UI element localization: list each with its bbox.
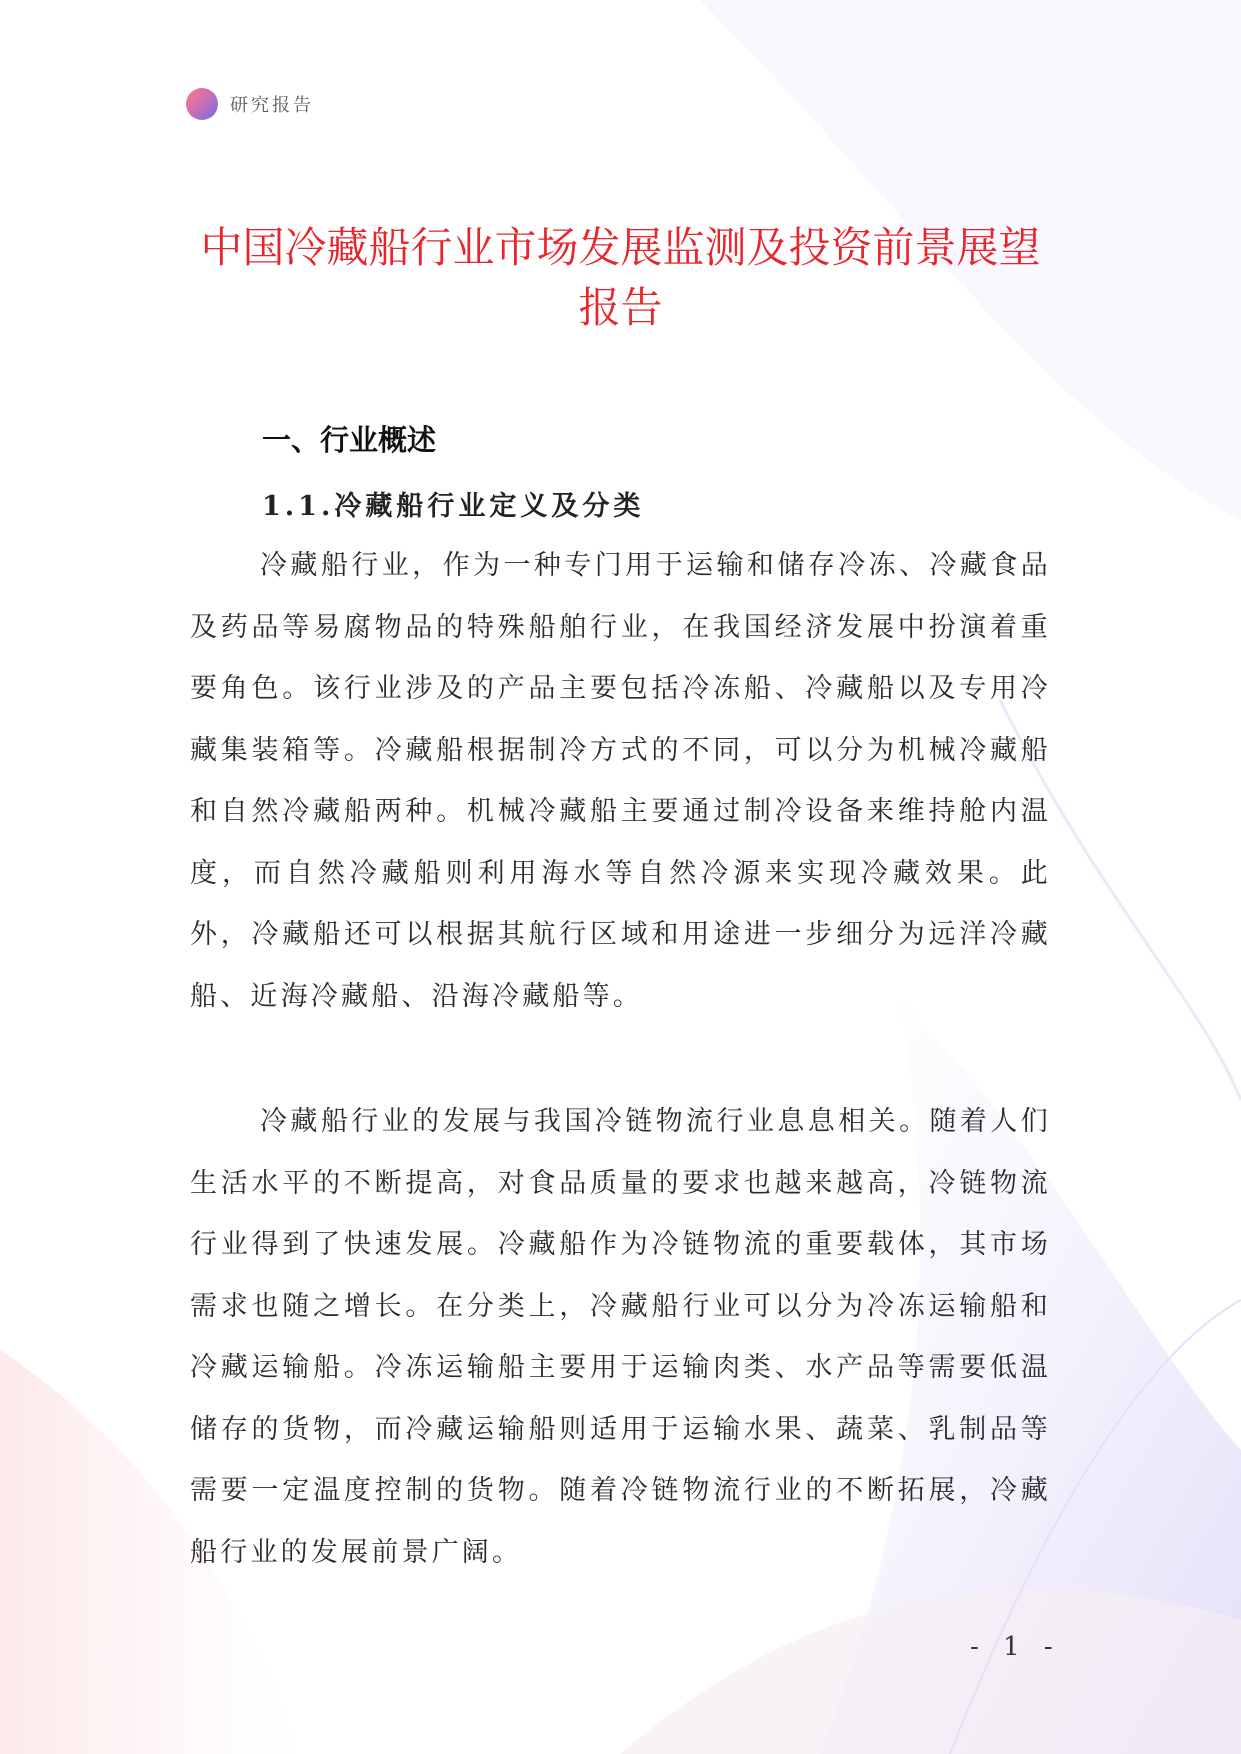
header-label: 研究报告 [230, 95, 314, 116]
page-number: - 1 - [970, 1632, 1061, 1662]
section-heading: 一、行业概述 [262, 423, 437, 457]
subsection-heading: 1.1.冷藏船行业定义及分类 [262, 491, 645, 522]
paragraph-2: 冷藏船行业的发展与我国冷链物流行业息息相关。随着人们生活水平的不断提高，对食品质量的要求也越来越高，冷链物流行业得到了快速发展。冷藏船作为冷链物流的重要载体，其市场需求也随之增长。在分类上，冷藏船行业可以分为冷冻运输船和冷藏运输船。冷冻运输船主要用于运输肉类、水产品等需要低温储存的货物，而冷藏运输船则适用于运输水果、蔬菜、乳制品等需要一定温度控制的货物。随着冷链物流行业的不断拓展，冷藏船行业的发展前景广阔。 [190, 1106, 1051, 1568]
header [186, 88, 314, 120]
document-title: 中国冷藏船行业市场发展监测及投资前景展望报告 [200, 223, 1041, 332]
paragraph-1: 冷藏船行业，作为一种专门用于运输和储存冷冻、冷藏食品及药品等易腐物品的特殊船舶行业，在我国经济发展中扮演着重要角色。该行业涉及的产品主要包括冷冻船、冷藏船以及专用冷藏集装箱等。冷藏船根据制冷方式的不同，可以分为机械冷藏船和自然冷藏船两种。机械冷藏船主要通过制冷设备来维持舱内温度，而自然冷藏船则利用海水等自然冷源来实现冷藏效果。此外，冷藏船还可以根据其航行区域和用途进一步细分为远洋冷藏船、近海冷藏船、沿海冷藏船等。 [190, 550, 1051, 1012]
logo-icon [186, 88, 218, 120]
